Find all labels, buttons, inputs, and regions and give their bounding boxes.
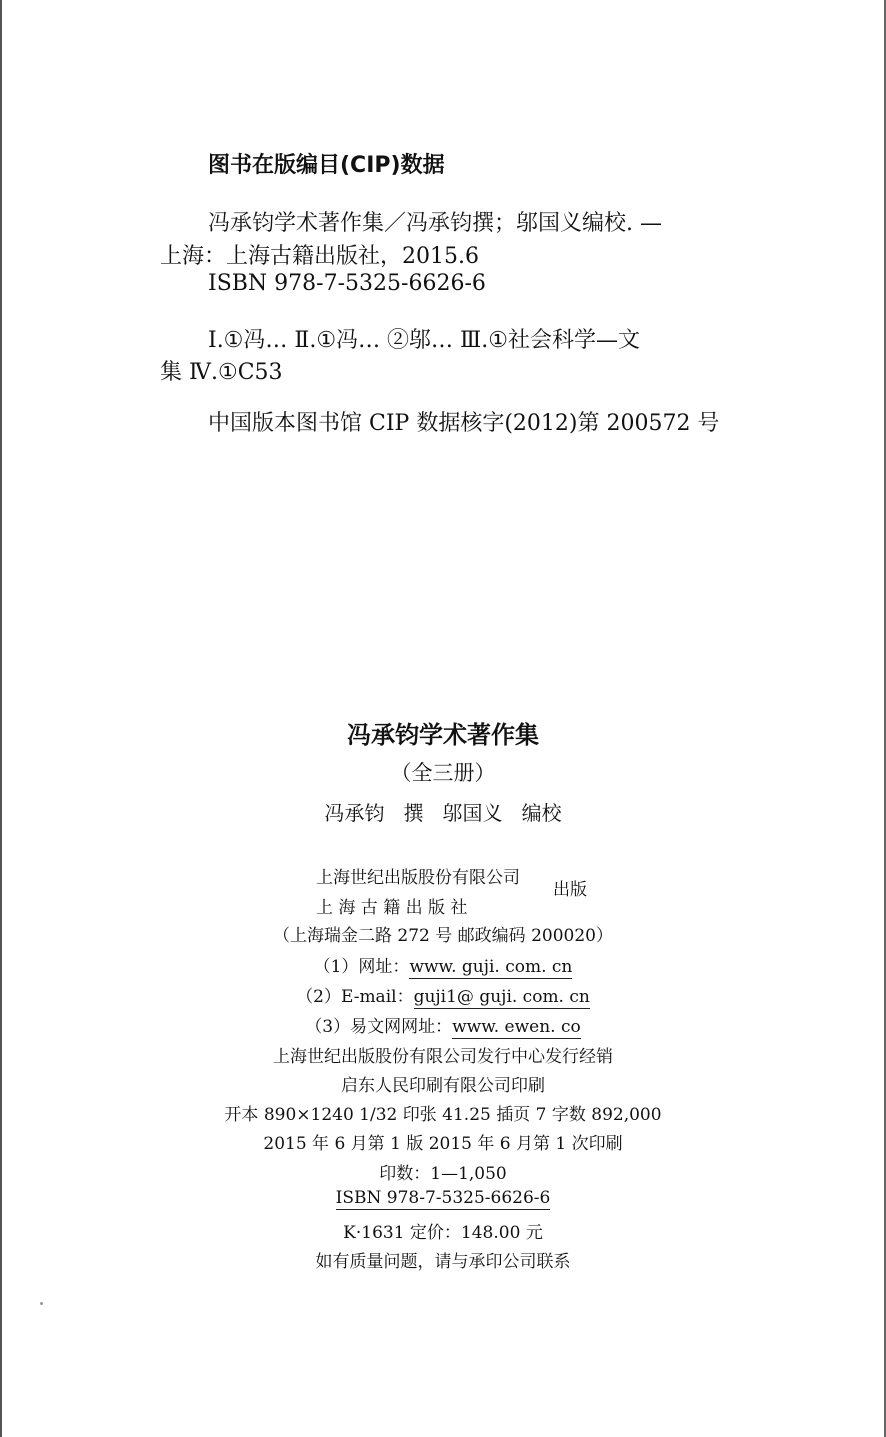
cip-isbn-line: ISBN 978-7-5325-6626-6 bbox=[208, 271, 486, 296]
email-line bbox=[0, 982, 886, 1007]
distributor-line: 上海世纪出版股份有限公司发行中心发行经销 bbox=[273, 1047, 613, 1067]
publisher-address: （上海瑞金二路 272 号 邮政编码 200020） bbox=[273, 926, 613, 946]
scan-speck bbox=[40, 1302, 43, 1305]
email-link[interactable]: guji1@ guji. com. cn bbox=[413, 987, 590, 1007]
price-line: K·1631 定价：148.00 元 bbox=[343, 1223, 543, 1243]
author-role: 撰 bbox=[403, 801, 424, 825]
website-line bbox=[0, 952, 886, 977]
email-label: （2）E-mail： bbox=[296, 987, 414, 1007]
print-run-line: 印数：1—1,050 bbox=[379, 1164, 507, 1184]
quality-notice: 如有质量问题，请与承印公司联系 bbox=[315, 1252, 571, 1272]
format-line: 开本 890×1240 1/32 印张 41.25 插页 7 字数 892,000 bbox=[224, 1105, 662, 1125]
publisher-group: 上海世纪出版股份有限公司 bbox=[316, 868, 520, 888]
cip-entry-line1: 冯承钧学术著作集／冯承钧撰；邬国义编校. — bbox=[208, 211, 662, 236]
ewen-label: （3）易文网网址： bbox=[305, 1017, 453, 1037]
website-link[interactable]: www. guji. com. cn bbox=[409, 957, 573, 977]
publisher-name: 上 海 古 籍 出 版 社 bbox=[316, 898, 468, 918]
isbn-number: ISBN 978-7-5325-6626-6 bbox=[335, 1188, 551, 1208]
editor-name: 邬国义 bbox=[442, 801, 503, 825]
cip-verification: 中国版本图书馆 CIP 数据核字(2012)第 200572 号 bbox=[208, 411, 720, 436]
ewen-link[interactable]: www. ewen. co bbox=[452, 1017, 581, 1037]
cip-entry-line2: 上海：上海古籍出版社，2015.6 bbox=[160, 244, 479, 269]
author-name: 冯承钧 bbox=[324, 801, 385, 825]
website-label: （1）网址： bbox=[313, 957, 410, 977]
cip-subject-line1: Ⅰ.①冯… Ⅱ.①冯… ②邬… Ⅲ.①社会科学—文 bbox=[208, 328, 640, 353]
edition-line: 2015 年 6 月第 1 版 2015 年 6 月第 1 次印刷 bbox=[263, 1134, 623, 1154]
publish-word: 出版 bbox=[553, 880, 587, 900]
printer-line: 启东人民印刷有限公司印刷 bbox=[341, 1076, 545, 1096]
isbn-line bbox=[0, 1188, 886, 1208]
ewen-line bbox=[0, 1012, 886, 1037]
editor-role: 编校 bbox=[521, 801, 562, 825]
cip-heading: 图书在版编目(CIP)数据 bbox=[208, 153, 445, 178]
volume-note: （全三册） bbox=[390, 761, 496, 785]
book-title: 冯承钧学术著作集 bbox=[347, 721, 539, 749]
cip-subject-line2: 集 Ⅳ.①C53 bbox=[160, 360, 283, 385]
author-credit bbox=[0, 797, 886, 826]
